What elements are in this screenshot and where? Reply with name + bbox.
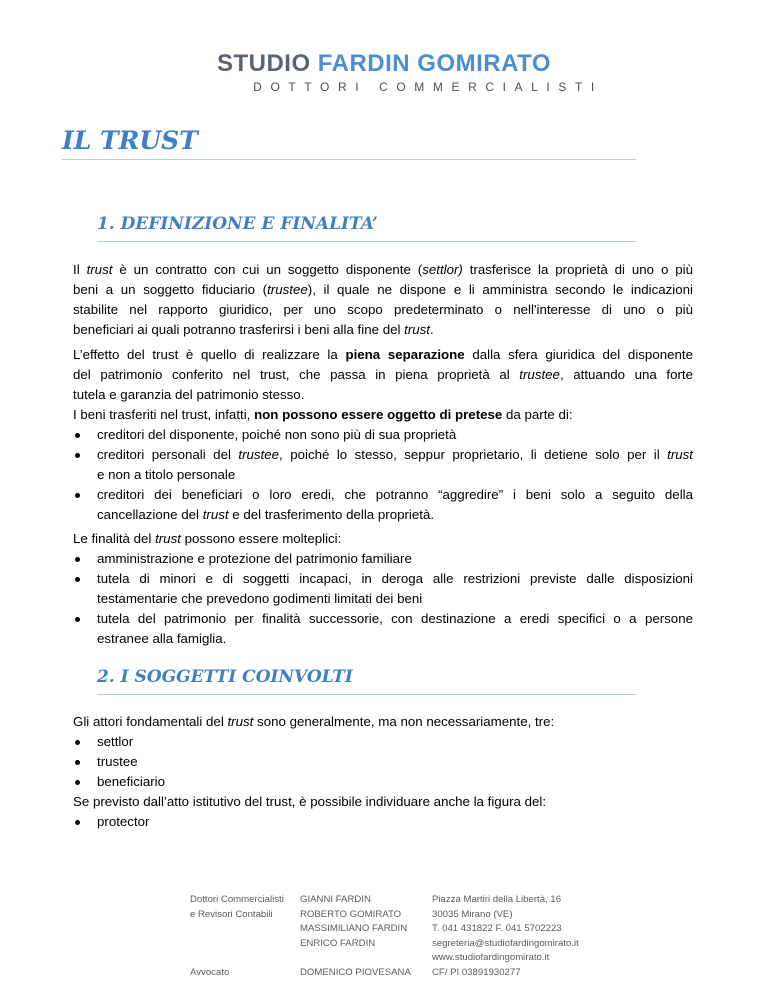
list-item: amministrazione e protezione del patrimonio familiare <box>73 549 693 569</box>
list-item: settlor <box>73 732 693 752</box>
text-line: L’effetto del trust è quello di realizzare la piena separazione dalla sfera giuridica del disponente <box>73 347 693 362</box>
list-item: creditori del disponente, poiché non sono più di sua proprietà <box>73 425 693 445</box>
footer-column-2: GIANNI FARDIN ROBERTO GOMIRATO MASSIMILIANO FARDIN ENRICO FARDIN DOMENICO PIOVESANA <box>300 894 411 978</box>
list-item: creditori personali del trustee, poiché lo stesso, seppur proprietario, li detiene solo per il trust e non a titolo personale <box>73 445 693 485</box>
section-1-paragraph-1 <box>73 260 693 340</box>
text-line: beni a un soggetto fiduciario (trustee), il quale ne dispone e li amministra secondo le indicazioni <box>73 282 693 297</box>
text-line: Le finalità del trust possono essere molteplici: <box>73 531 342 546</box>
text-line: stabilite nel rapporto giuridico, per uno scopo predeterminato o nell'interesse di uno o più <box>73 302 693 317</box>
list-item: creditori dei beneficiari o loro eredi, che potranno “aggredire” i beni solo a seguito della cancellazione del trust e del trasferimento della proprietà. <box>73 485 693 525</box>
section-1-bullet-list-2 <box>73 549 693 649</box>
logo-gomirato: GOMIRATO <box>417 50 552 77</box>
list-item: tutela del patrimonio per finalità successorie, con destinazione a eredi specifici o a persone estranee alla famiglia. <box>73 609 693 649</box>
company-logo <box>0 50 768 78</box>
logo-subtitle: DOTTORI COMMERCIALISTI <box>253 80 603 94</box>
text-line: Se previsto dall’atto istitutivo del trust, è possibile individuare anche la figura del: <box>73 794 547 809</box>
logo-fardin: FARDIN <box>317 50 418 77</box>
section-1-heading: 1. DEFINIZIONE E FINALITA’ <box>97 214 636 242</box>
list-item: trustee <box>73 752 693 772</box>
list-item: beneficiario <box>73 772 693 792</box>
list-item: tutela di minori e di soggetti incapaci, in deroga alle restrizioni previste dalle disposizioni testamentarie che prevedono godimenti limitati dei beni <box>73 569 693 609</box>
page-title: IL TRUST <box>62 126 636 160</box>
text-line: beneficiari ai quali potranno trasferirsi i beni alla fine del trust. <box>73 322 434 337</box>
text-line: tutela e garanzia del patrimonio stesso. <box>73 387 305 402</box>
list-item: protector <box>73 812 693 832</box>
footer-column-3: Piazza Martiri della Libertà, 16 30035 Mirano (VE) T. 041 431822 F. 041 5702223 segreteria@studiofardingomirato.it www.studiofardingomirato.it CF/ PI 03891930277 <box>432 894 579 978</box>
text-line: Il trust è un contratto con cui un soggetto disponente (settlor) trasferisce la proprietà di uno o più <box>73 262 694 277</box>
section-2-heading: 2. I SOGGETTI COINVOLTI <box>97 667 636 695</box>
section-1-bullet-list-1 <box>73 425 693 525</box>
text-line: del patrimonio conferito nel trust, che passa in piena proprietà al trustee, attuando una forte <box>73 367 693 382</box>
footer-column-1: Dottori Commercialisti e Revisori Contabili Avvocato <box>190 894 284 978</box>
text-line: I beni trasferiti nel trust, infatti, non possono essere oggetto di pretese da parte di: <box>73 407 573 422</box>
section-1-paragraph-3 <box>73 529 693 549</box>
section-2-paragraph-1 <box>73 712 693 832</box>
text-line: Gli attori fondamentali del trust sono generalmente, ma non necessariamente, tre: <box>73 714 555 729</box>
logo-studio: STUDIO <box>216 50 318 77</box>
section-1-paragraph-2 <box>73 345 693 425</box>
